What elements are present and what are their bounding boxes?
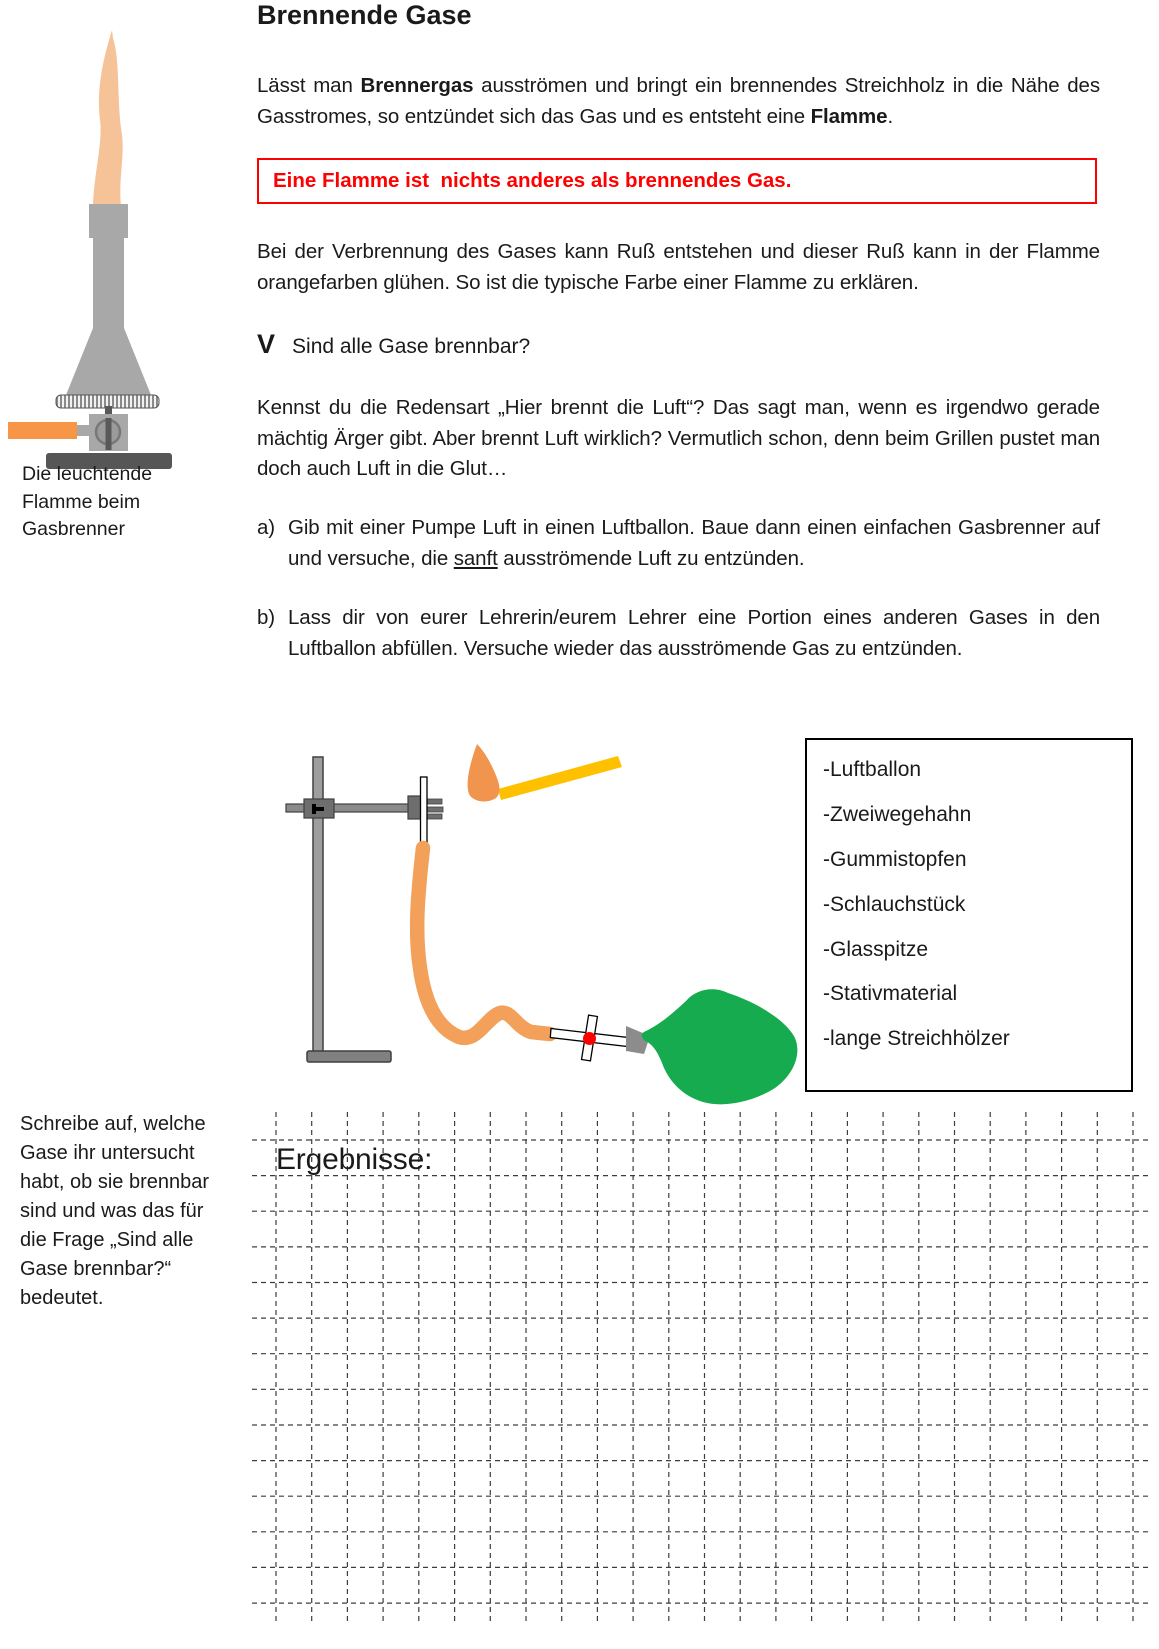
valve-red-dot bbox=[583, 1032, 596, 1045]
intro-paragraph bbox=[257, 71, 1100, 132]
material-item: -Zweiwegehahn bbox=[823, 802, 972, 826]
text-segment: ausströmen und bringt ein brennendes Streichholz in die Nähe des Gasstromes, so entzündet sich das Gas und es entsteht eine bbox=[257, 74, 1100, 128]
page-title: Brennende Gase bbox=[257, 0, 472, 30]
lab-apparatus-illustration bbox=[265, 690, 810, 1115]
text-segment: Lässt man bbox=[257, 74, 361, 97]
results-heading: Ergebnisse: bbox=[276, 1143, 433, 1176]
caption-line: Die leuchtende bbox=[22, 463, 153, 485]
stand-base bbox=[307, 1051, 391, 1062]
material-item: -Gummistopfen bbox=[823, 847, 967, 871]
redensart-paragraph: Kennst du die Redensart „Hier brennt die Luft“? Das sagt man, wenn es irgendwo gerade mächtig Ärger gibt. Aber brennt Luft wirklich? Vermutlich schon, denn beim Grillen pustet man doch auch Luft in die Glut… bbox=[257, 396, 1100, 480]
burner-valve-pin-lower bbox=[106, 418, 112, 450]
underlined-term-sanft: sanft bbox=[453, 546, 498, 570]
bold-term-brennergas: Brennergas bbox=[360, 74, 474, 97]
text-segment: . bbox=[887, 104, 894, 128]
text-segment: ausströmende Luft zu entzünden. bbox=[497, 546, 805, 570]
match-stick bbox=[498, 756, 622, 800]
burner-cone bbox=[66, 328, 151, 395]
gas-burner-illustration bbox=[0, 8, 250, 473]
experiment-question: Sind alle Gase brennbar? bbox=[292, 335, 531, 358]
balloon bbox=[642, 989, 798, 1104]
clamp-finger bbox=[426, 799, 442, 804]
margin-note: Schreibe auf, welche Gase ihr untersucht habt, ob sie brennbar sind und was das für die Frage „Sind alle Gase brennbar?“ bedeutet. bbox=[20, 1113, 210, 1309]
match-flame-icon bbox=[468, 744, 500, 801]
burner-flame-icon bbox=[93, 30, 123, 206]
material-item: -lange Streichhölzer bbox=[823, 1027, 1010, 1051]
materials-list-box bbox=[805, 738, 1133, 1092]
material-item: -Glasspitze bbox=[823, 937, 929, 961]
burner-gas-inlet-tube bbox=[8, 422, 77, 439]
bold-term-flamme: Flamme bbox=[810, 104, 888, 128]
caption-line: Flamme beim bbox=[22, 490, 141, 513]
task-item-a bbox=[257, 513, 1100, 574]
burner-figure-caption bbox=[22, 461, 192, 544]
experiment-marker: V bbox=[257, 329, 276, 359]
clamp-finger bbox=[426, 807, 443, 812]
task-a-label: a) bbox=[257, 516, 276, 539]
experiment-heading bbox=[257, 329, 1100, 360]
burner-inlet-connector bbox=[77, 425, 90, 436]
material-item: -Schlauchstück bbox=[823, 892, 966, 916]
task-item-b bbox=[257, 603, 1100, 664]
soot-paragraph: Bei der Verbrennung des Gases kann Ruß entstehen und dieser Ruß kann in der Flamme orangefarben glühen. So ist die typische Farbe einer Flamme zu erklären. bbox=[257, 240, 1100, 294]
flame-definition-highlight-box bbox=[257, 158, 1097, 204]
material-item: -Luftballon bbox=[823, 758, 922, 781]
rubber-tube bbox=[417, 848, 550, 1038]
task-b-label: b) bbox=[257, 606, 276, 629]
burner-collar bbox=[89, 204, 128, 238]
glass-tube-vertical bbox=[421, 777, 428, 845]
highlight-text: Eine Flamme ist nichts anderes als brennendes Gas. bbox=[273, 169, 792, 192]
clamp-finger bbox=[426, 814, 442, 819]
task-b-text: Lass dir von eurer Lehrerin/eurem Lehrer eine Portion eines anderen Gases in den Luftballon abfüllen. Versuche wieder das ausströmende Gas zu entzünden. bbox=[288, 606, 1100, 660]
caption-line: Gasbrenner bbox=[22, 518, 125, 540]
burner-chimney bbox=[93, 238, 124, 329]
results-writing-grid bbox=[250, 1105, 1159, 1649]
task-a-text bbox=[288, 513, 1100, 574]
material-item: -Stativmaterial bbox=[823, 982, 958, 1006]
text-segment: Gib mit einer Pumpe Luft in einen Luftballon. Baue dann einen einfachen Gasbrenner auf und versuche, die bbox=[288, 516, 1100, 570]
